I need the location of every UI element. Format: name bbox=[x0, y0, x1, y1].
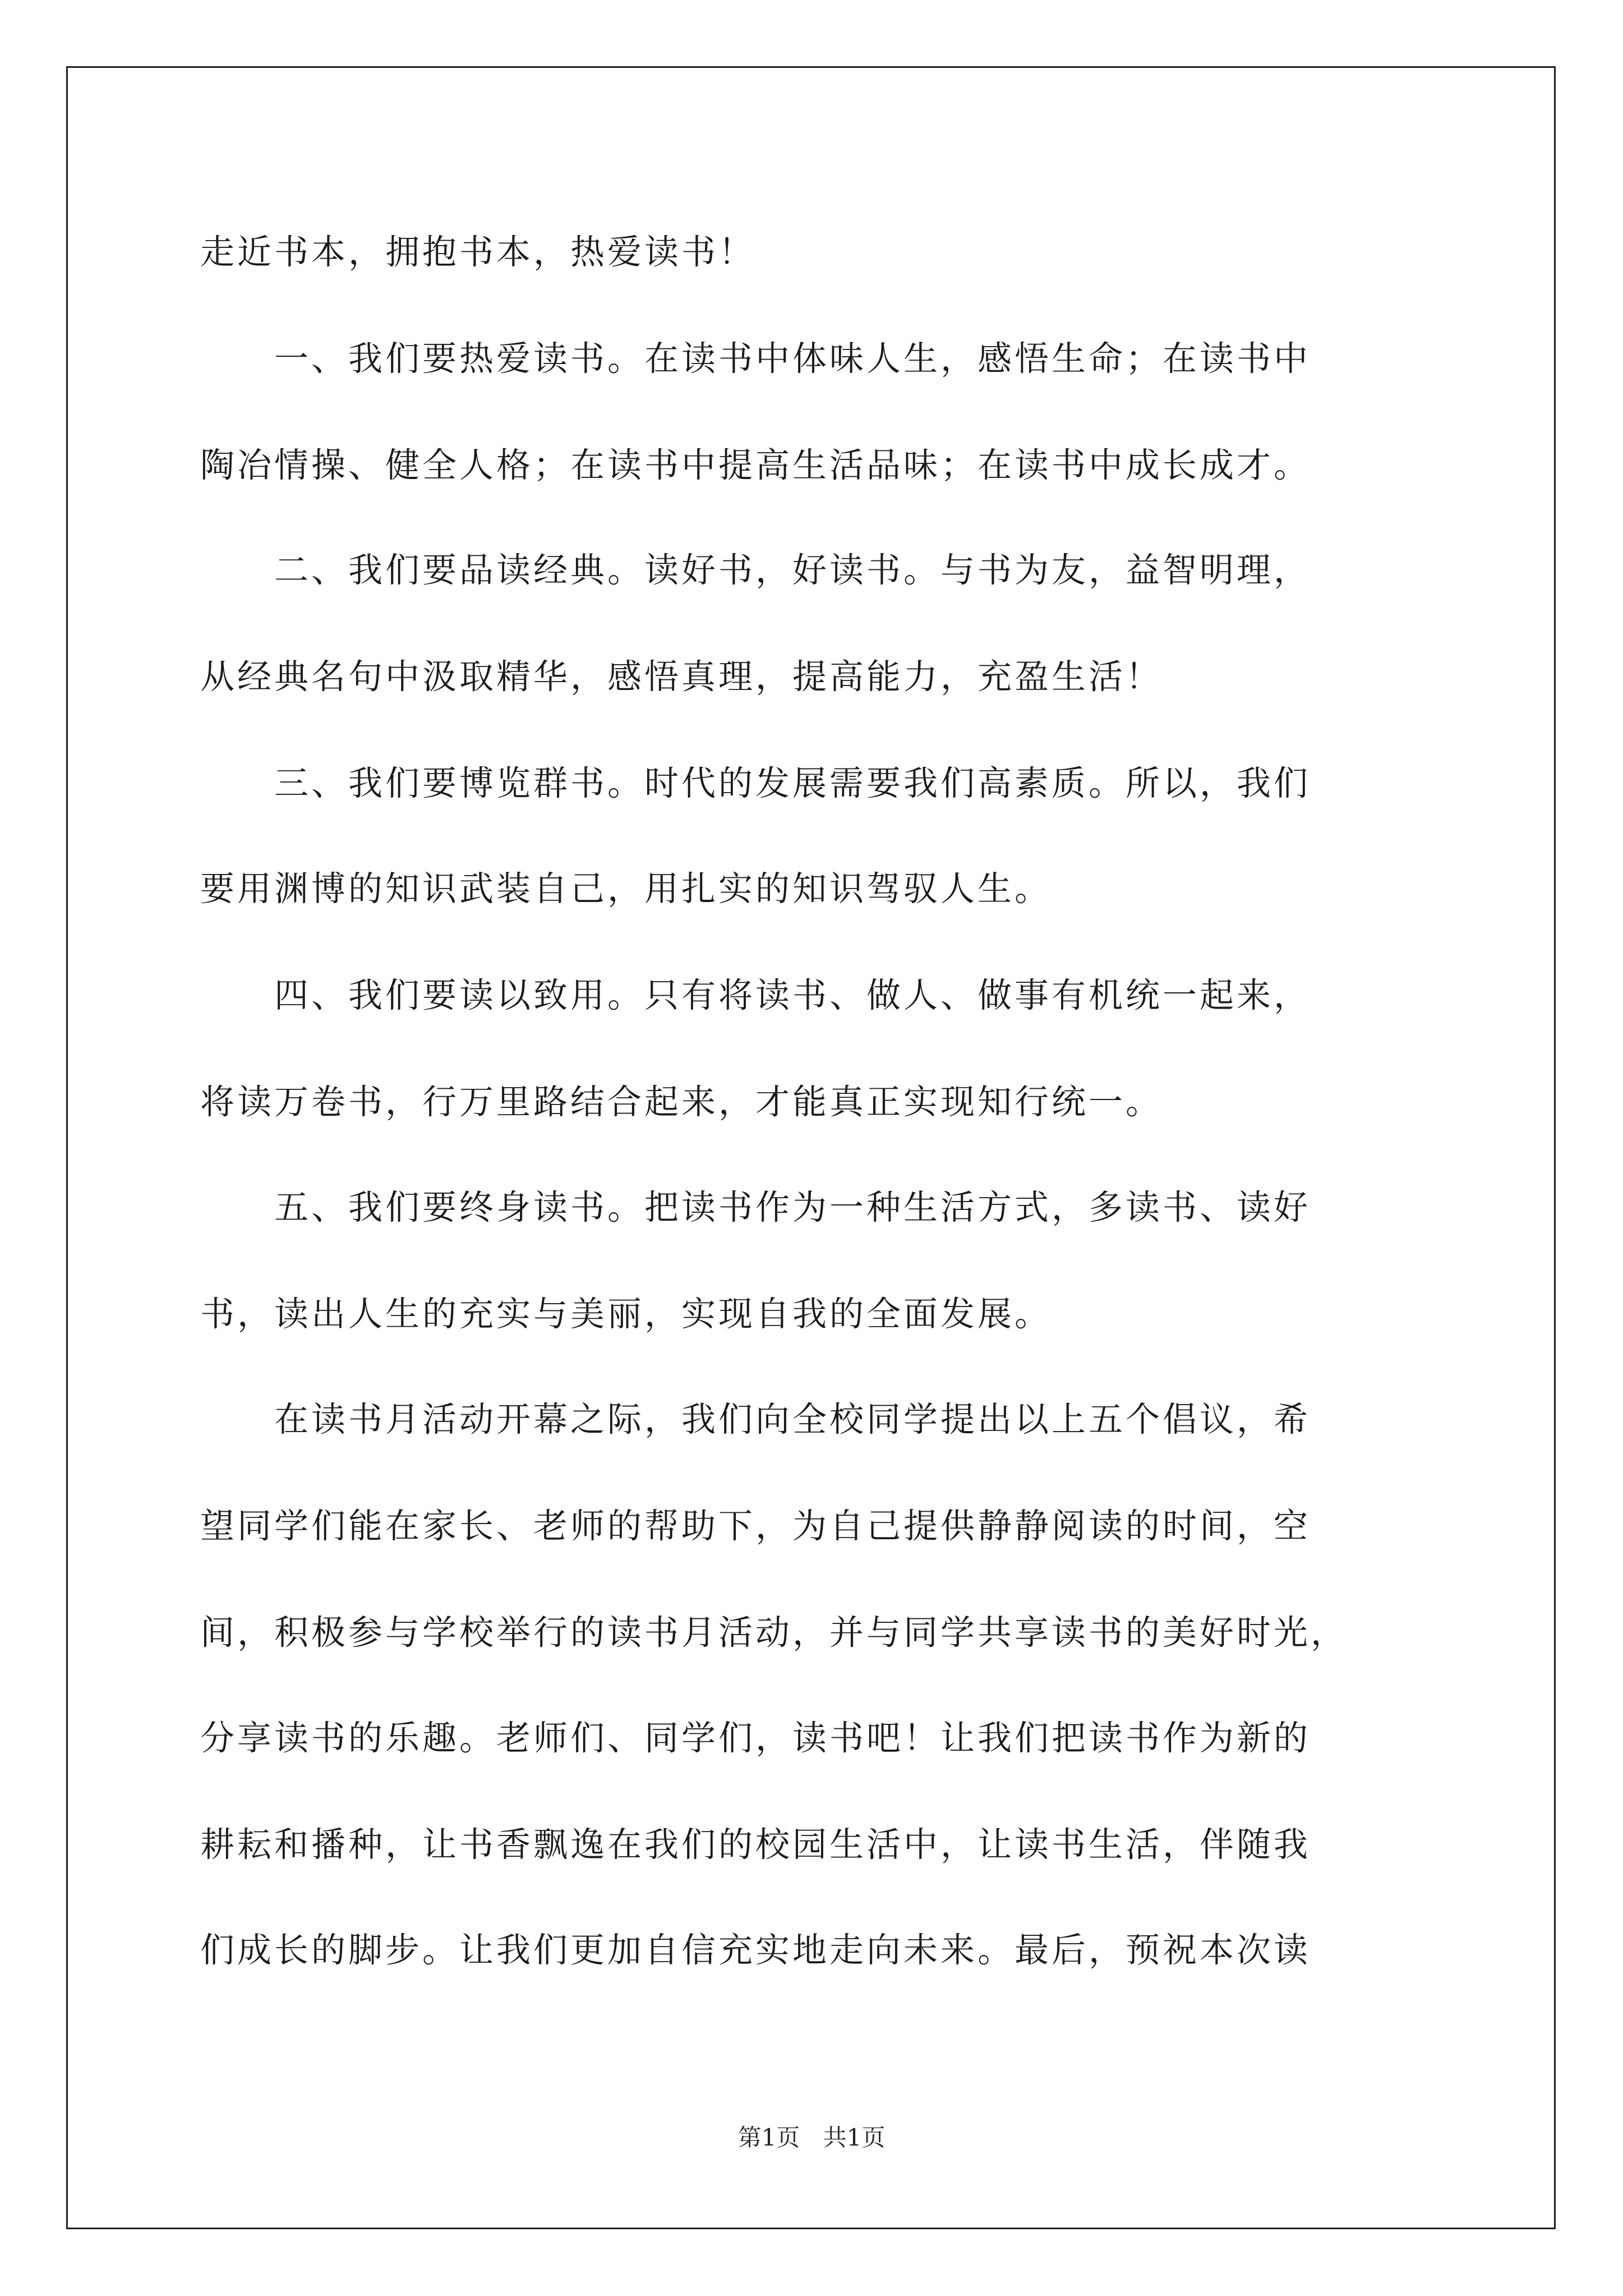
page-number-current: 第1页 bbox=[737, 2124, 800, 2151]
page-footer bbox=[0, 2122, 1623, 2154]
text-line-13: 望同学们能在家长、老师的帮助下，为自己提供静静阅读的时间，空 bbox=[200, 1506, 1311, 1546]
text-line-17: 们成长的脚步。让我们更加自信充实地走向未来。最后，预祝本次读 bbox=[200, 1930, 1311, 1970]
text-line-16: 耕耘和播种，让书香飘逸在我们的校园生活中，让读书生活，伴随我 bbox=[200, 1825, 1311, 1865]
text-line-12: 在读书月活动开幕之际，我们向全校同学提出以上五个倡议，希 bbox=[200, 1400, 1311, 1439]
text-line-2: 一、我们要热爱读书。在读书中体味人生，感悟生命；在读书中 bbox=[200, 339, 1311, 379]
text-line-15: 分享读书的乐趣。老师们、同学们，读书吧！让我们把读书作为新的 bbox=[200, 1718, 1311, 1758]
text-line-7: 要用渊博的知识武装自己，用扎实的知识驾驭人生。 bbox=[200, 869, 1052, 909]
text-line-4: 二、我们要品读经典。读好书，好读书。与书为友，益智明理， bbox=[200, 550, 1311, 590]
text-line-3: 陶冶情操、健全人格；在读书中提高生活品味；在读书中成长成才。 bbox=[200, 445, 1311, 485]
text-line-6: 三、我们要博览群书。时代的发展需要我们高素质。所以，我们 bbox=[200, 763, 1311, 803]
page-number-total: 共1页 bbox=[823, 2124, 886, 2151]
text-line-1: 走近书本，拥抱书本，热爱读书！ bbox=[200, 232, 756, 272]
text-line-14: 间，积极参与学校举行的读书月活动，并与同学共享读书的美好时光， bbox=[200, 1613, 1348, 1653]
text-line-11: 书，读出人生的充实与美丽，实现自我的全面发展。 bbox=[200, 1294, 1052, 1334]
text-line-9: 将读万卷书，行万里路结合起来，才能真正实现知行统一。 bbox=[200, 1082, 1163, 1122]
text-line-10: 五、我们要终身读书。把读书作为一种生活方式，多读书、读好 bbox=[200, 1188, 1311, 1227]
text-line-8: 四、我们要读以致用。只有将读书、做人、做事有机统一起来， bbox=[200, 976, 1311, 1015]
text-line-5: 从经典名句中汲取精华，感悟真理，提高能力，充盈生活！ bbox=[200, 657, 1163, 697]
page-border bbox=[66, 66, 1556, 2229]
